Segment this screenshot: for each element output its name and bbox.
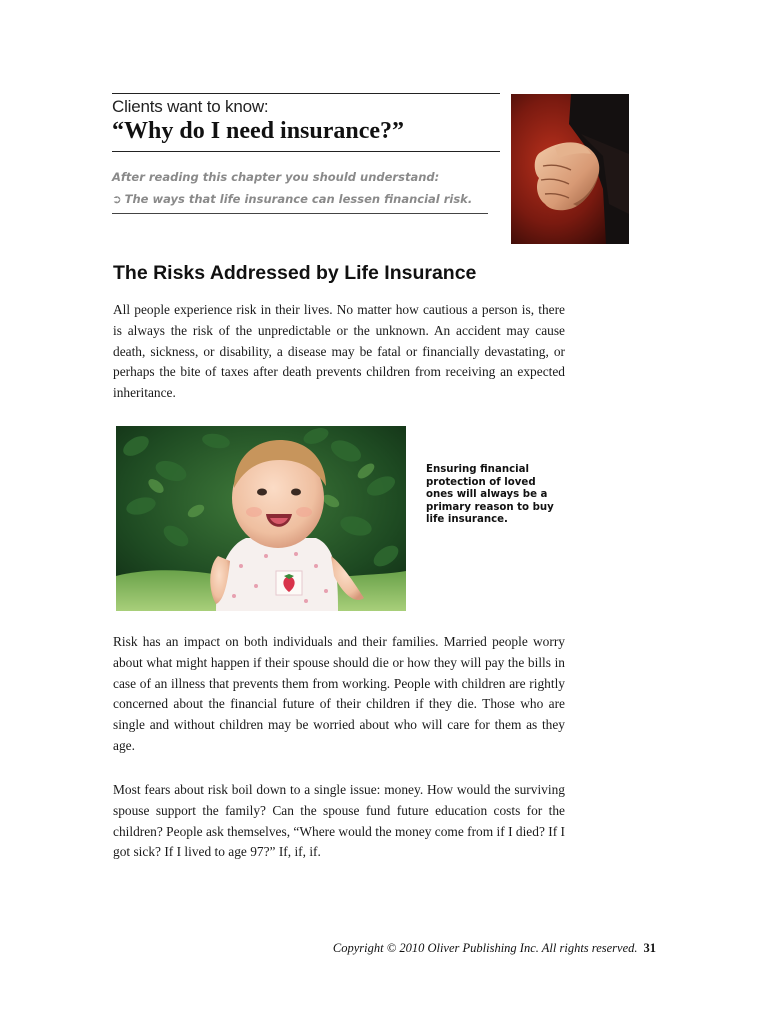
header-bottom-rule — [112, 151, 500, 152]
learning-objectives — [112, 166, 502, 214]
chapter-header — [112, 93, 500, 152]
objective-item — [112, 188, 502, 210]
copyright-text: Copyright © 2010 Oliver Publishing Inc. All rights reserved. — [332, 941, 638, 955]
body-paragraph: All people experience risk in their lives. No matter how cautious a person is, there is always the risk of the unpredictable or the unknown. An accident may cause death, sickness, or disability, a disease may be fatal or financially devastating, or perhaps the bite of taxes after death prevents children from receiving an expected inheritance. — [113, 302, 565, 401]
chapter-title: “Why do I need insurance?” — [112, 118, 405, 144]
header-top-rule — [112, 93, 500, 94]
fist-photo — [511, 94, 629, 244]
chapter-pre-title: Clients want to know: — [112, 97, 269, 116]
objectives-underline-rule — [112, 213, 488, 214]
objective-item-text: The ways that life insurance can lessen financial risk. — [124, 192, 473, 206]
page-footer — [333, 941, 656, 956]
body-paragraph: Risk has an impact on both individuals and their families. Married people worry about what might happen if their spouse should die or how they will pay the bills in case of an illness that prevents them from working. People with children are rightly concerned about the financial future of their children if they die. Those who are single and without children may be worried about who will care for them as they age. — [113, 634, 565, 753]
body-paragraph: Most fears about risk boil down to a single issue: money. How would the surviving spouse support the family? Can the spouse fund future education costs for the children? People ask themselves, “Where would the money come from if I died? If I got sick? If I lived to age 97?” If, if, if. — [113, 782, 565, 860]
photo-caption: Ensuring financial protection of loved ones will always be a primary reason to buy life insurance. — [426, 464, 554, 525]
page-number: 31 — [643, 941, 656, 955]
baby-photo — [116, 426, 406, 611]
section-heading: The Risks Addressed by Life Insurance — [113, 262, 477, 284]
arrow-bullet-icon: ➲ — [112, 192, 122, 206]
objectives-intro: After reading this chapter you should understand: — [112, 170, 440, 184]
